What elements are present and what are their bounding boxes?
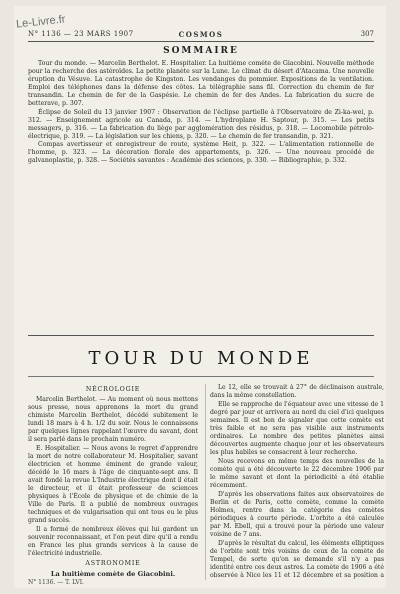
article-title: La huitième comète de Giacobini. xyxy=(50,570,176,578)
issue-number: N° 1136 — 23 MARS 1907 xyxy=(28,30,134,38)
journal-name: COSMOS xyxy=(178,30,224,39)
header-rule xyxy=(28,41,374,42)
right-column xyxy=(210,384,384,580)
article-paragraph: Il a formé de nombreux élèves qui lui gardent un souvenir reconnaissant, et l'on peut dire qu'il a rendu en France les plus grands services à la cause de l'électricité industrielle. xyxy=(28,526,198,557)
sommaire-paragraph: Compas avertisseur et enregistreur de route, système Heit, p. 322. — L'alimentation rationnelle de l'homme, p. 323. — La décoration florale des appartements, p. 326. — Une nouveau procédé de galvanoplastie, p. 328. — Sociétés savantes : Académie des sciences, p. 330. — Bibliographie, p. 332. xyxy=(28,140,374,165)
main-title: TOUR DU MONDE xyxy=(88,348,314,369)
article-paragraph: Elle se rapproche de l'équateur avec une vitesse de 1 degré par jour et arrivera au nord du ciel d'ici quelques semaines. Il est bon de signaler que cette comète est très faible et ne sera pas visible aux instruments ordinaires. Le nombre des petites planètes ainsi découvertes augmente chaque jour et les observateurs les plus habiles se consacrent à leur recherche. xyxy=(210,401,384,456)
article-paragraph: Marcelin Berthelot. — Au moment où nous mettons sous presse, nous apprenons la mort du grand chimiste Marcelin Berthelot, décédé subitement le lundi 18 mars à 4 h. 1/2 du soir. Nous le connaissons par quelques lignes rappelant l'œuvre du savant, dont il sera parlé dans le prochain numéro. xyxy=(28,396,198,443)
section-heading: NÉCROLOGIE xyxy=(85,386,141,393)
article-paragraph: D'après le résultat du calcul, les éléments elliptiques de l'orbite sont très voisins de ceux de la comète de Tempel, de sorte qu'on se demande s'il n'y a pas identité entre ces deux astres. La comète de 1906 a été observée à Nice les 11 et 12 décembre et sa position a xyxy=(210,540,384,579)
column-separator xyxy=(205,384,206,580)
left-column xyxy=(28,384,198,580)
article-paragraph: Le 12, elle se trouvait à 27° de déclinaison australe, dans la même constellation. xyxy=(210,384,384,399)
page-footer: N° 1136. — T. LVI. xyxy=(28,579,84,586)
article-paragraph: E. Hospitalier. — Nous avons le regret d'apprendre la mort de notre collaborateur M. Hospitalier, savant électricien et homme éminent de grande valeur, décédé le 16 mars à l'âge de cinquante-sept ans. Il avait fondé la revue L'Industrie électrique dont il était le directeur, et il était professeur de sciences physiques à l'École de physique et de chimie de la Ville de Paris. Il a publié de nombreux ouvrages techniques et de vulgarisation qui ont tous eu le plus grand succès. xyxy=(28,445,198,524)
sommaire-body xyxy=(28,60,374,330)
section-rule xyxy=(28,335,374,336)
section-heading: ASTRONOMIE xyxy=(85,560,141,567)
page-number: 307 xyxy=(360,30,374,38)
sommaire-title: SOMMAIRE xyxy=(163,46,239,56)
newspaper-page xyxy=(14,6,386,588)
sommaire-paragraph: Tour du monde. — Marcelin Berthelot. E. Hospitalier. La huitième comète de Giacobini. Nouvelle méthode pour la recherche des astéroïdes. La petite planète sur la Lune. Le climat du désert d'Atacama. Une nouvelle éruption du Vésuve. La catastrophe de Kingston. Les vendanges du pommier. Expositions de la ventilation. Emploi des téléphones dans la défense des côtes. La télégraphie sans fil. Correction du chemin de fer transandin. Le chemin de fer de la Gaspésie. Le chemin de fer des Andes. La fabrication du sucre de betterave, p. 307. xyxy=(28,60,374,108)
article-paragraph: Nous recevons en même temps des nouvelles de la comète qui a été découverte le 22 décembre 1906 par le même savant et dont la périodicité a été établie récemment. xyxy=(210,458,384,489)
article-paragraph: D'après les observations faites aux observatoires de Berlin et de Paris, cette comète, comme la comète Holmes, rentre dans la catégorie des comètes périodiques à courte période. L'orbite a été calculée par M. Ebell, qui a trouvé pour la période une valeur voisine de 7 ans. xyxy=(210,491,384,538)
sommaire-paragraph: Éclipse de Soleil du 13 janvier 1907 : Observation de l'éclipse partielle à l'Observatoire de Zi-ka-wei, p. 312. — Enseignement agricole au Canada, p. 314. — L'hydroplane H. Saptour, p. 315. — Les petits messagers, p. 316. — La fabrication du liège par agglomération des résidus, p. 318. — Locomobile pétrolo-électrique, p. 319. — La législation sur les chiens, p. 320. — Le chemin de fer transandin, p. 321. xyxy=(28,108,374,140)
watermark: Le-Livre.fr xyxy=(15,13,67,31)
title-rule xyxy=(28,376,374,377)
running-header xyxy=(28,30,374,40)
